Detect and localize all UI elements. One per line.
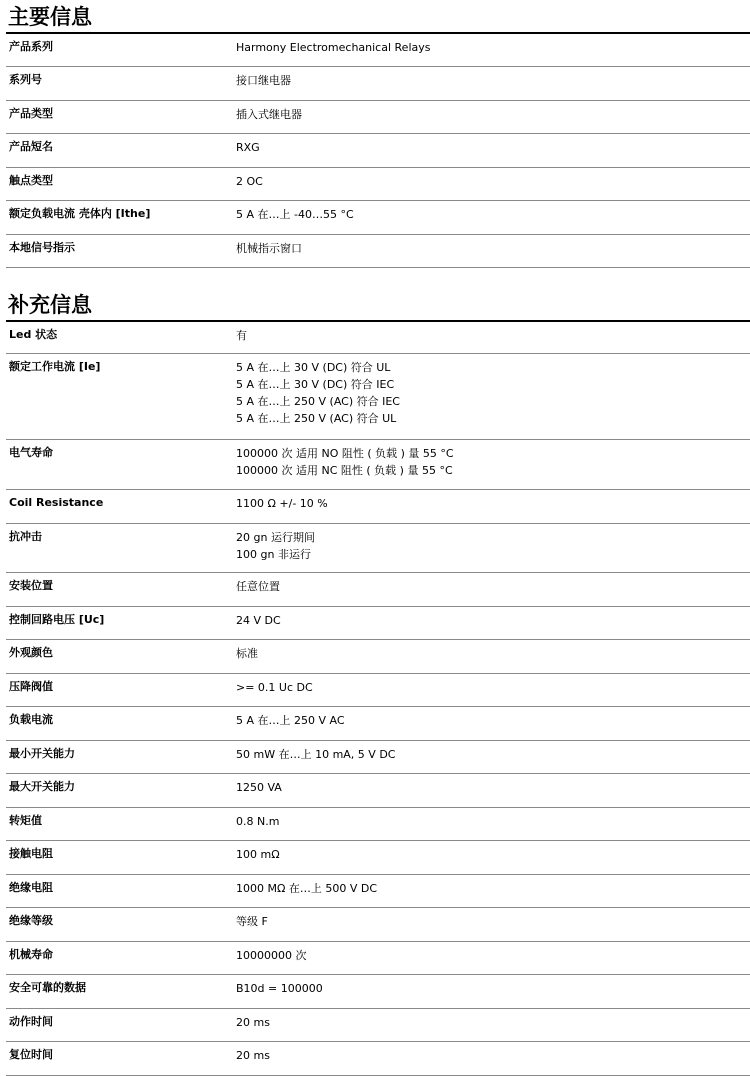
spec-label: 电气寿命 <box>9 446 53 459</box>
spec-row <box>6 975 750 1009</box>
spec-row <box>6 741 750 774</box>
spec-value: 100 mΩ <box>236 848 280 861</box>
spec-values <box>233 841 750 874</box>
spec-label: 绝缘等级 <box>9 914 53 927</box>
spec-value: 5 A 在…上 250 V AC <box>236 714 345 727</box>
spec-values <box>233 942 750 974</box>
spec-value: 24 V DC <box>236 614 281 627</box>
spec-value: 20 ms <box>236 1049 270 1062</box>
spec-values <box>233 774 750 807</box>
spec-row <box>6 524 750 573</box>
spec-label: 转矩值 <box>9 814 42 827</box>
spec-value: 20 gn 运行期间 <box>236 531 315 544</box>
spec-row <box>6 322 750 354</box>
spec-values <box>233 573 750 606</box>
spec-label: 接触电阻 <box>9 847 53 860</box>
spec-row <box>6 674 750 707</box>
spec-value: 10000000 次 <box>236 949 307 962</box>
spec-values <box>233 808 750 840</box>
spec-value: RXG <box>236 141 260 154</box>
spec-values <box>233 101 750 133</box>
spec-label: 复位时间 <box>9 1048 53 1061</box>
spec-values <box>233 674 750 706</box>
spec-label: 绝缘电阻 <box>9 881 53 894</box>
spec-row <box>6 640 750 674</box>
spec-value: 5 A 在…上 30 V (DC) 符合 IEC <box>236 378 395 391</box>
section-title: 补充信息 <box>8 293 92 317</box>
spec-row <box>6 34 750 67</box>
spec-label: 产品系列 <box>9 40 53 53</box>
spec-value: 插入式继电器 <box>236 108 302 121</box>
spec-values <box>233 235 750 267</box>
spec-label: 系列号 <box>9 73 42 86</box>
spec-value: 接口继电器 <box>236 74 291 87</box>
spec-label: 机械寿命 <box>9 948 53 961</box>
spec-value: >= 0.1 Uc DC <box>236 681 313 694</box>
spec-value: 等级 F <box>236 915 268 928</box>
spec-label: 触点类型 <box>9 174 53 187</box>
spec-row <box>6 235 750 268</box>
spec-values <box>233 707 750 740</box>
spec-value: 0.8 N.m <box>236 815 280 828</box>
spec-value: 5 A 在…上 -40…55 °C <box>236 208 354 221</box>
spec-label: 产品类型 <box>9 107 53 120</box>
spec-label: 额定负载电流 壳体内 [Ithe] <box>9 207 151 220</box>
spec-row <box>6 942 750 975</box>
spec-value: 机械指示窗口 <box>236 242 302 255</box>
spec-values <box>233 741 750 773</box>
spec-values <box>233 168 750 200</box>
spec-value: 1250 VA <box>236 781 282 794</box>
spec-value: 有 <box>236 329 247 342</box>
spec-value: 1000 MΩ 在…上 500 V DC <box>236 882 378 895</box>
spec-label: 产品短名 <box>9 140 53 153</box>
spec-values <box>233 134 750 167</box>
spec-values <box>233 67 750 100</box>
spec-values <box>233 640 750 673</box>
spec-label: 压降阀值 <box>9 680 53 693</box>
spec-row <box>6 490 750 524</box>
spec-label: 抗冲击 <box>9 530 42 543</box>
spec-label: 控制回路电压 [Uc] <box>9 613 105 626</box>
spec-row <box>6 354 750 440</box>
spec-row <box>6 774 750 808</box>
spec-value: 100000 次 适用 NC 阻性 ( 负载 ) 量 55 °C <box>236 464 453 477</box>
spec-label: 负载电流 <box>9 713 53 726</box>
spec-label: 安全可靠的数据 <box>9 981 86 994</box>
spec-value: 2 OC <box>236 175 263 188</box>
spec-value: 100000 次 适用 NO 阻性 ( 负载 ) 量 55 °C <box>236 447 454 460</box>
section-title: 主要信息 <box>8 5 92 29</box>
spec-row <box>6 201 750 235</box>
spec-values <box>233 440 750 489</box>
spec-row <box>6 841 750 875</box>
spec-row <box>6 875 750 908</box>
spec-values <box>233 34 750 66</box>
spec-values <box>233 607 750 639</box>
spec-value: 标准 <box>236 647 258 660</box>
spec-value: 5 A 在…上 30 V (DC) 符合 UL <box>236 361 391 374</box>
supplementary-info-table <box>6 320 750 1076</box>
spec-value: B10d = 100000 <box>236 982 323 995</box>
spec-values <box>233 354 750 439</box>
spec-value: 任意位置 <box>236 580 280 593</box>
spec-values <box>233 875 750 907</box>
spec-row <box>6 440 750 490</box>
spec-label: 最小开关能力 <box>9 747 75 760</box>
spec-label: 外观颜色 <box>9 646 53 659</box>
main-info-table <box>6 32 750 268</box>
supplementary-info-section <box>0 290 750 1076</box>
spec-values <box>233 490 750 523</box>
spec-row <box>6 168 750 201</box>
main-info-section <box>0 2 750 268</box>
spec-values <box>233 1042 750 1075</box>
spec-row <box>6 607 750 640</box>
spec-row <box>6 573 750 607</box>
spec-row <box>6 808 750 841</box>
spec-values <box>233 322 750 353</box>
spec-label: 最大开关能力 <box>9 780 75 793</box>
spec-value: 20 ms <box>236 1016 270 1029</box>
spec-values <box>233 201 750 234</box>
spec-row <box>6 67 750 101</box>
spec-row <box>6 707 750 741</box>
spec-value: Harmony Electromechanical Relays <box>236 41 431 54</box>
spec-row <box>6 1042 750 1076</box>
spec-label: 本地信号指示 <box>9 241 75 254</box>
spec-label: Coil Resistance <box>9 496 104 509</box>
spec-label: 动作时间 <box>9 1015 53 1028</box>
spec-value: 100 gn 非运行 <box>236 548 311 561</box>
spec-row <box>6 908 750 942</box>
spec-row <box>6 1009 750 1042</box>
spec-label: 额定工作电流 [Ie] <box>9 360 101 373</box>
spec-values <box>233 908 750 941</box>
spec-value: 5 A 在…上 250 V (AC) 符合 IEC <box>236 395 400 408</box>
spec-value: 1100 Ω +/- 10 % <box>236 497 328 510</box>
spec-values <box>233 975 750 1008</box>
spec-values <box>233 1009 750 1041</box>
spec-values <box>233 524 750 572</box>
spec-row <box>6 134 750 168</box>
spec-label: 安装位置 <box>9 579 53 592</box>
spec-label: Led 状态 <box>9 328 58 341</box>
spec-value: 5 A 在…上 250 V (AC) 符合 UL <box>236 412 397 425</box>
spec-value: 50 mW 在…上 10 mA, 5 V DC <box>236 748 396 761</box>
spec-row <box>6 101 750 134</box>
